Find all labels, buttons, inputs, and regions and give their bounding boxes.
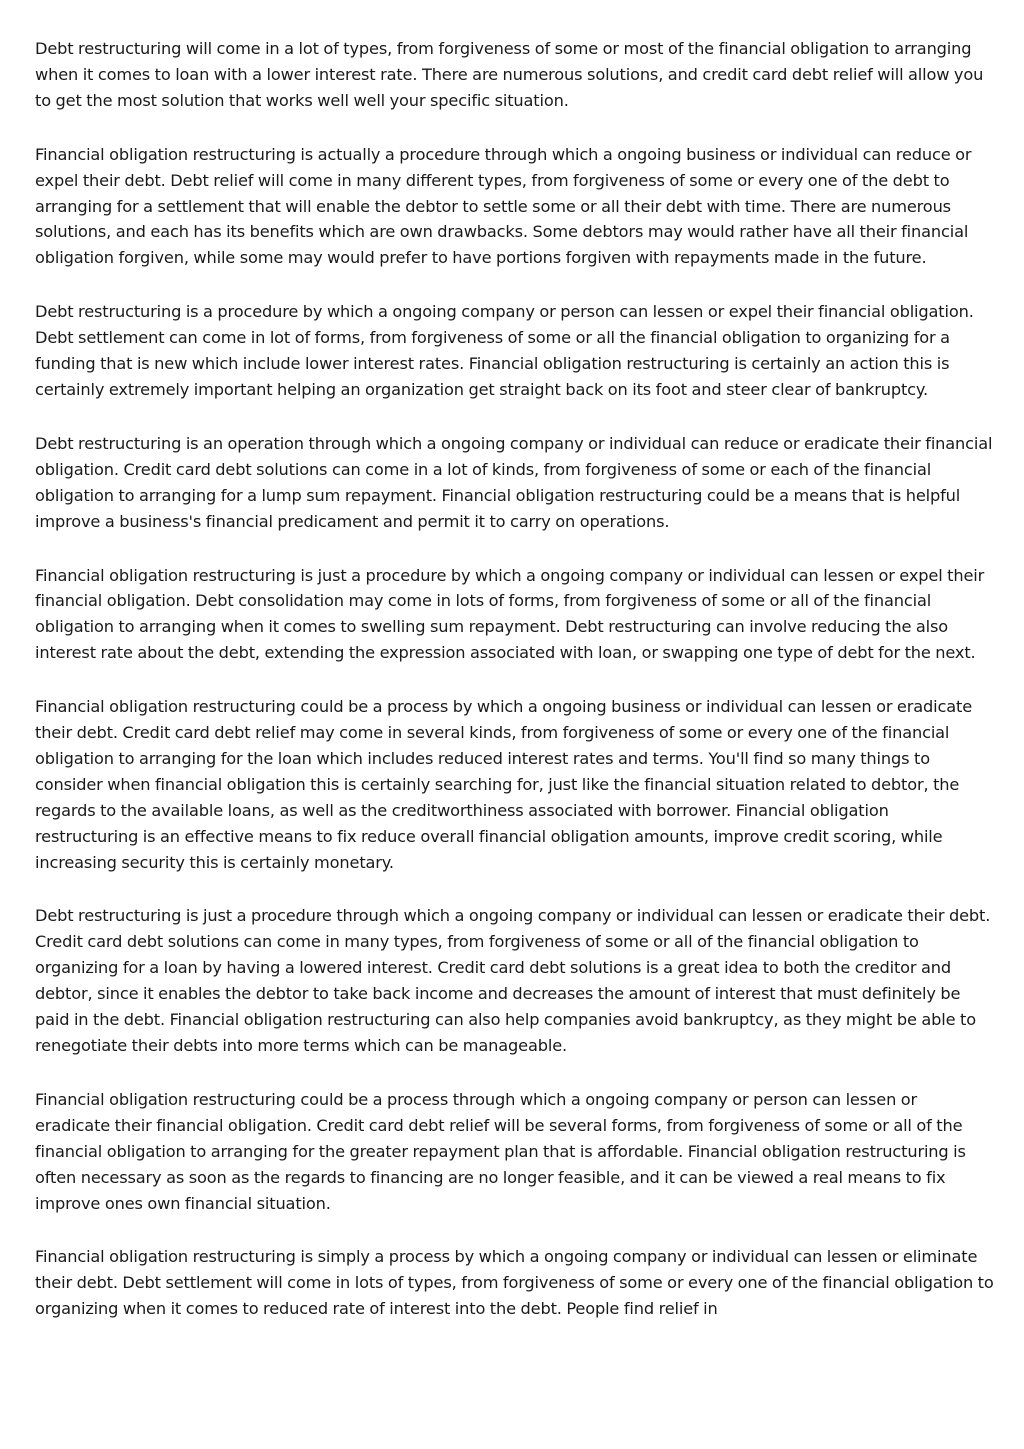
paragraph-5: Financial obligation restructuring is just a procedure by which a ongoing company or individual can lessen or expel their financial obligation. Debt consolidation may come in lots of forms, from forgiveness of some or all of the financial obligation to arranging when it comes to swelling sum repayment. Debt restructuring can involve reducing the also interest rate about the debt, extending the expression associated with loan, or swapping one type of debt for the next. xyxy=(35,565,985,663)
paragraph-9: Financial obligation restructuring is simply a process by which a ongoing company or individual can lessen or eliminate their debt. Debt settlement will come in lots of types, from forgiveness of some or every one of the financial obligation to organizing when it comes to reduced rate of interest into the debt. People find relief in xyxy=(35,1247,994,1319)
paragraph-2: Financial obligation restructuring is actually a procedure through which a ongoing business or individual can reduce or expel their debt. Debt relief will come in many different types, from forgiveness of some or every one of the debt to arranging for a settlement that will enable the debtor to settle some or all their debt with time. There are numerous solutions, and each has its benefits which are own drawbacks. Some debtors may would rather have all their financial obligation forgiven, while some may would prefer to have portions forgiven with repayments made in the future. xyxy=(35,144,972,268)
paragraph-1: Debt restructuring will come in a lot of types, from forgiveness of some or most of the financial obligation to arranging when it comes to loan with a lower interest rate. There are numerous solutions, and credit card debt relief will allow you to get the most solution that works well well your specific situation. xyxy=(35,39,984,110)
paragraph-8: Financial obligation restructuring could be a process through which a ongoing company or person can lessen or eradicate their financial obligation. Credit card debt relief will be several forms, from forgiveness of some or all of the financial obligation to arranging for the greater repayment plan that is affordable. Financial obligation restructuring is often necessary as soon as the regards to financing are no longer feasible, and it can be viewed a real means to fix improve ones own financial situation. xyxy=(35,1089,966,1213)
paragraph-6: Financial obligation restructuring could be a process by which a ongoing business or individual can lessen or eradicate their debt. Credit card debt relief may come in several kinds, from forgiveness of some or every one of the financial obligation to arranging for the loan which includes reduced interest rates and terms. You'll find so many things to consider when financial obligation this is certainly searching for, just like the financial situation related to debtor, the regards to the available loans, as well as the creditworthiness associated with borrower. Financial obligation restructuring is an effective means to fix reduce overall financial obligation amounts, improve credit scoring, while increasing security this is certainly monetary. xyxy=(35,697,973,872)
paragraph-4: Debt restructuring is an operation through which a ongoing company or individual can reduce or eradicate their financial obligation. Credit card debt solutions can come in a lot of kinds, from forgiveness of some or each of the financial obligation to arranging for a lump sum repayment. Financial obligation restructuring could be a means that is helpful improve a business's financial predicament and permit it to carry on operations. xyxy=(35,433,993,531)
paragraph-3: Debt restructuring is a procedure by which a ongoing company or person can lessen or expel their financial obligation. Debt settlement can come in lot of forms, from forgiveness of some or all the financial obligation to organizing for a funding that is new which include lower interest rates. Financial obligation restructuring is certainly an action this is certainly extremely important helping an organization get straight back on its foot and steer clear of bankruptcy. xyxy=(35,302,974,399)
paragraph-7: Debt restructuring is just a procedure through which a ongoing company or individual can lessen or eradicate their debt. Credit card debt solutions can come in many types, from forgiveness of some or all of the financial obligation to organizing for a loan by having a lowered interest. Credit card debt solutions is a great idea to both the creditor and debtor, since it enables the debtor to take back income and decreases the amount of interest that must definitely be paid in the debt. Financial obligation restructuring can also help companies avoid bankruptcy, as they might be able to renegotiate their debts into more terms which can be manageable. xyxy=(35,906,991,1055)
